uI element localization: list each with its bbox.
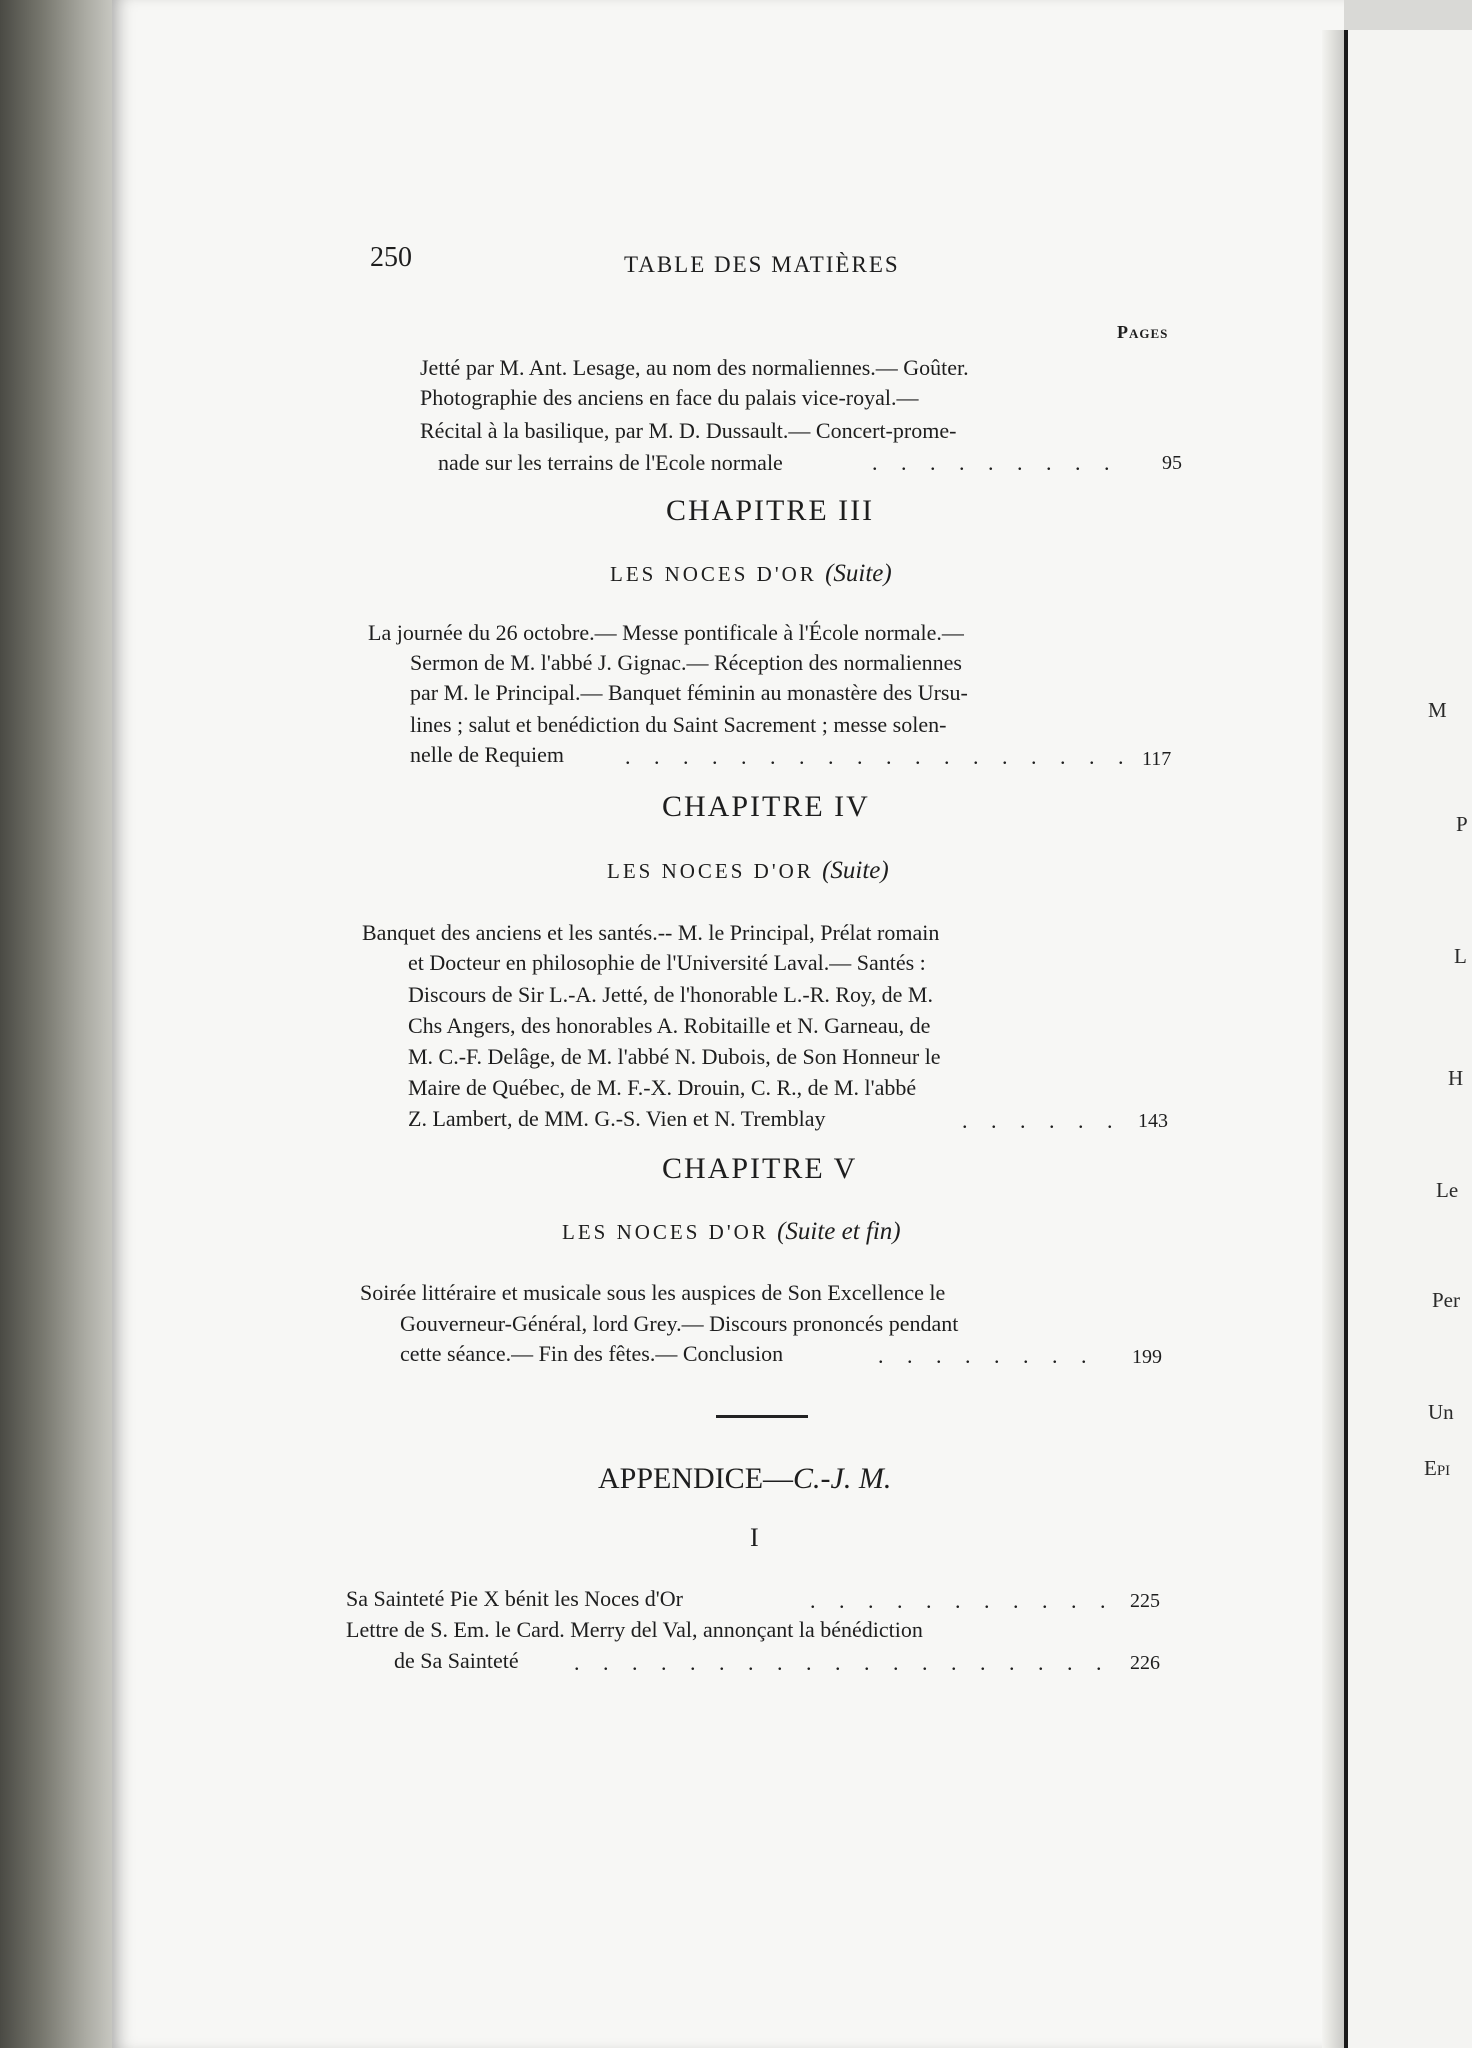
- running-title: TABLE DES MATIÈRES: [624, 252, 900, 277]
- entry-page-number: 117: [1142, 748, 1172, 770]
- entry-line: M. C.-F. Delâge, de M. l'abbé N. Dubois, de Son Honneur le: [408, 1044, 941, 1069]
- chapter-title: CHAPITRE V: [662, 1152, 858, 1185]
- right-page-fragment: Le: [1436, 1178, 1459, 1202]
- chapter-subtitle: [562, 1218, 901, 1246]
- entry-line: par M. le Principal.— Banquet féminin au monastère des Ursu-: [410, 680, 968, 705]
- appendix-section-number: I: [750, 1523, 759, 1552]
- entry-page-number: 143: [1138, 1110, 1168, 1132]
- entry-line: Maire de Québec, de M. F.-X. Drouin, C. R., de M. l'abbé: [408, 1075, 917, 1100]
- appendix-title: [598, 1462, 891, 1496]
- entry-page-number: 199: [1132, 1346, 1162, 1368]
- chapter-title: CHAPITRE III: [666, 494, 875, 527]
- right-page-fragment: Epi: [1424, 1456, 1451, 1480]
- entry-line: Récital à la basilique, par M. D. Dussault.— Concert-prome-: [420, 418, 957, 443]
- chapter-subtitle-text: LES NOCES D'OR: [607, 859, 814, 883]
- entry-page-number: 95: [1162, 452, 1182, 474]
- entry-line: Sermon de M. l'abbé J. Gignac.— Réception des normaliennes: [410, 650, 962, 675]
- entry-line: nelle de Requiem: [410, 742, 564, 767]
- chapter-subtitle-italic: (Suite): [822, 857, 889, 884]
- leader-dots: . . . . . . . . .: [872, 450, 1119, 475]
- entry-line: Z. Lambert, de MM. G.-S. Vien et N. Tremblay: [408, 1106, 826, 1131]
- leader-dots: . . . . . .: [962, 1108, 1122, 1133]
- right-page: [1348, 30, 1472, 2048]
- right-page-fragment: H: [1448, 1066, 1464, 1090]
- leader-dots: . . . . . . . . . . . . . . . . . .: [625, 744, 1133, 769]
- entry-page-number: 226: [1130, 1652, 1160, 1674]
- section-rule: [716, 1415, 808, 1418]
- entry-line: nade sur les terrains de l'Ecole normale: [438, 450, 783, 475]
- right-page-fragment: Un: [1428, 1400, 1454, 1424]
- right-page-fragment: Per: [1432, 1288, 1460, 1312]
- entry-line: Discours de Sir L.-A. Jetté, de l'honorable L.-R. Roy, de M.: [408, 982, 933, 1007]
- entry-line: cette séance.— Fin des fêtes.— Conclusion: [400, 1341, 784, 1366]
- entry-line: de Sa Sainteté: [394, 1648, 519, 1673]
- entry-line: Soirée littéraire et musicale sous les auspices de Son Excellence le: [360, 1280, 946, 1305]
- book-binding: [0, 0, 120, 2048]
- pages-column-label: Pages: [1117, 322, 1169, 342]
- entry-line: et Docteur en philosophie de l'Université Laval.— Santés :: [408, 950, 926, 975]
- chapter-subtitle-text: LES NOCES D'OR: [562, 1220, 769, 1244]
- page-number: 250: [370, 242, 412, 273]
- entry-line: Jetté par M. Ant. Lesage, au nom des normaliennes.— Goûter.: [420, 355, 969, 380]
- entry-line: Photographie des anciens en face du palais vice-royal.—: [420, 385, 919, 410]
- entry-line: Lettre de S. Em. le Card. Merry del Val, annonçant la bénédiction: [346, 1617, 923, 1642]
- entry-line: Banquet des anciens et les santés.-- M. le Principal, Prélat romain: [362, 920, 940, 945]
- chapter-subtitle: [610, 560, 892, 588]
- right-page-fragment: M: [1428, 698, 1447, 722]
- page-gutter: [1322, 30, 1344, 2048]
- chapter-subtitle-italic: (Suite et fin): [777, 1218, 901, 1245]
- entry-line: La journée du 26 octobre.— Messe pontificale à l'École normale.—: [368, 620, 964, 645]
- right-page-fragment: L: [1454, 944, 1467, 968]
- chapter-title: CHAPITRE IV: [662, 790, 870, 823]
- chapter-subtitle-italic: (Suite): [825, 560, 892, 587]
- right-page-fragment: P: [1456, 812, 1468, 836]
- chapter-subtitle: [607, 857, 889, 885]
- leader-dots: . . . . . . . .: [878, 1343, 1096, 1368]
- entry-line: Sa Sainteté Pie X bénit les Noces d'Or: [346, 1586, 683, 1611]
- leader-dots: . . . . . . . . . . . . . . . . . . .: [574, 1650, 1111, 1675]
- leader-dots: . . . . . . . . . . .: [810, 1588, 1115, 1613]
- chapter-subtitle-text: LES NOCES D'OR: [610, 562, 817, 586]
- entry-line: Gouverneur-Général, lord Grey.— Discours prononcés pendant: [400, 1311, 959, 1336]
- entry-line: Chs Angers, des honorables A. Robitaille et N. Garneau, de: [408, 1013, 931, 1038]
- entry-page-number: 225: [1130, 1590, 1160, 1612]
- appendix-title-italic: C.-J. M.: [793, 1462, 892, 1495]
- entry-line: lines ; salut et benédiction du Saint Sacrement ; messe solen-: [410, 712, 947, 737]
- appendix-title-text: APPENDICE—: [598, 1462, 794, 1495]
